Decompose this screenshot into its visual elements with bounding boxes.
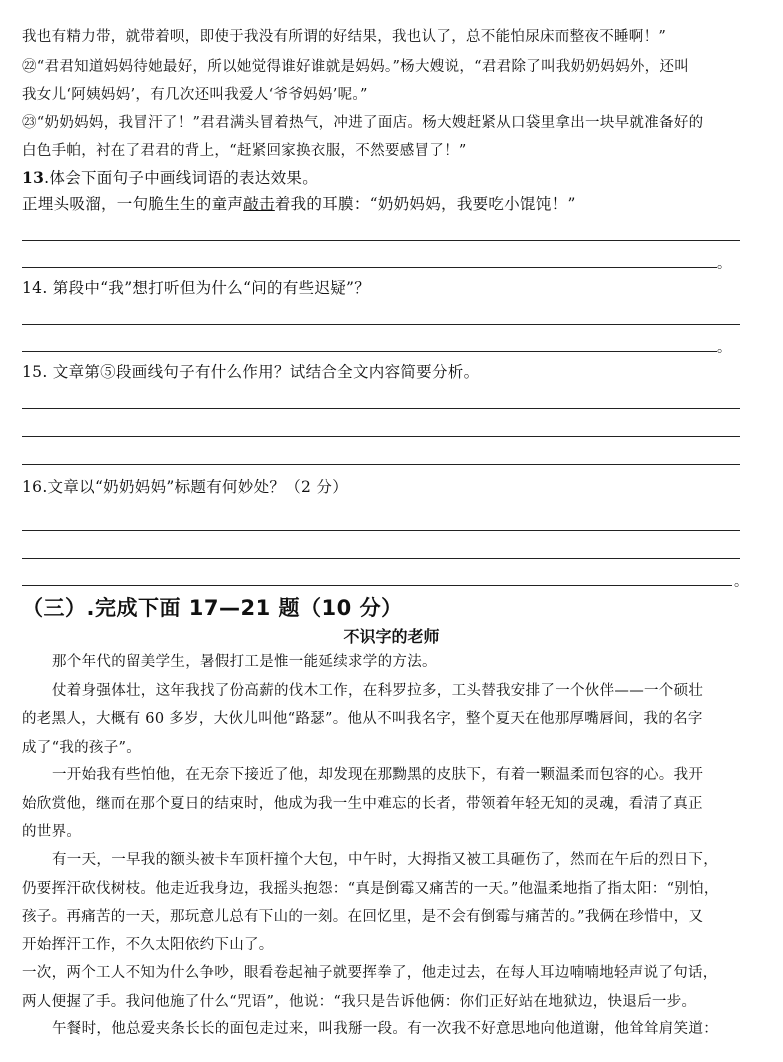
answer-14-end-mark: 。 xyxy=(717,340,731,356)
question-13-text: .体会下面句子中画线词语的表达效果。 xyxy=(44,169,318,187)
answer-13-end-mark: 。 xyxy=(717,256,731,272)
answer-line-13b[interactable] xyxy=(22,267,717,268)
question-13 xyxy=(22,168,757,188)
answer-line-15a[interactable] xyxy=(22,408,740,409)
passage-line: 我女儿‘阿姨妈妈’，有几次还叫我爱人‘爷爷妈妈’呢。” xyxy=(22,87,368,103)
answer-line-14a[interactable] xyxy=(22,324,740,325)
answer-line-16a[interactable] xyxy=(22,530,740,531)
answer-line-13a[interactable] xyxy=(22,240,740,241)
article-line: 成了“我的孩子”。 xyxy=(22,740,142,756)
answer-line-16b[interactable] xyxy=(22,558,740,559)
article-line: 的老黑人，大概有 60 多岁，大伙儿叫他“路瑟”。他从不叫我名字，整个夏天在他那厚嘴唇间，我的名字 xyxy=(22,711,703,727)
sentence-post: 着我的耳膜：“奶奶妈妈，我要吃小馄饨！” xyxy=(274,195,576,213)
article-line: 午餐时，他总爱夹条长长的面包走过来，叫我掰一段。有一次我不好意思地向他道谢，他耸耸肩笑道： xyxy=(52,1021,718,1037)
section-heading: （三）.完成下面 17—21 题（10 分） xyxy=(22,596,403,620)
sentence-pre: 正埋头吸溜，一句脆生生的童声 xyxy=(22,195,244,213)
passage-line: ㉒“君君知道妈妈待她最好，所以她觉得谁好谁就是妈妈。”杨大嫂说，“君君除了叫我奶奶妈妈外，还叫 xyxy=(22,59,690,75)
question-15: 15. 文章第⑤段画线句子有什么作用？试结合全文内容简要分析。 xyxy=(22,363,480,381)
passage-line: 我也有精力带，就带着呗，即使于我没有所谓的好结果，我也认了，总不能怕尿床而整夜不睡啊！” xyxy=(22,29,667,45)
answer-line-15b[interactable] xyxy=(22,436,740,437)
article-line: 仗着身强体壮，这年我找了份高薪的伐木工作，在科罗拉多，工头替我安排了一个伙伴——一个硕壮 xyxy=(52,683,704,699)
article-line: 孩子。再痛苦的一天，那玩意儿总有下山的一刻。在回忆里，是不会有倒霉与痛苦的。”我俩在珍惜中，又 xyxy=(22,909,704,925)
article-line: 两人便握了手。我问他施了什么“咒语”，他说：“我只是告诉他俩：你们正好站在地狱边，快退后一步。 xyxy=(22,994,697,1010)
article-line: 有一天，一早我的额头被卡车顶杆撞个大包，中午时，大拇指又被工具砸伤了，然而在午后的烈日下， xyxy=(52,852,718,868)
article-line: 开始挥汗工作，不久太阳依约下山了。 xyxy=(22,937,274,953)
question-13-number: 13 xyxy=(22,168,45,187)
article-line: 一次，两个工人不知为什么争吵，眼看卷起袖子就要挥拳了，他走过去，在每人耳边喃喃地轻声说了句话， xyxy=(22,965,718,981)
article-line: 仍要挥汗砍伐树枝。他走近我身边，我摇头抱怨：“真是倒霉又痛苦的一天。”他温柔地指了指太阳：“别怕， xyxy=(22,881,719,897)
article-title: 不识字的老师 xyxy=(343,627,440,646)
answer-line-14b[interactable] xyxy=(22,351,717,352)
question-13-sentence xyxy=(22,194,757,214)
article-line: 一开始我有些怕他，在无奈下接近了他，却发现在那黝黑的皮肤下，有着一颗温柔而包容的心。我开 xyxy=(52,767,704,783)
article-line: 的世界。 xyxy=(22,824,82,840)
answer-16-end-mark: 。 xyxy=(734,574,748,590)
answer-line-16c[interactable] xyxy=(22,585,732,586)
passage-line: 白色手帕，衬在了君君的背上，“赶紧回家换衣服，不然要感冒了！” xyxy=(22,143,467,159)
answer-line-15c[interactable] xyxy=(22,464,740,465)
article-line: 那个年代的留美学生，暑假打工是惟一能延续求学的方法。 xyxy=(52,654,437,670)
question-14: 14. 第段中“我”想打听但为什么“问的有些迟疑”？ xyxy=(22,279,371,297)
underlined-word: 敲击 xyxy=(243,195,275,213)
question-16: 16.文章以“奶奶妈妈”标题有何妙处？（2 分） xyxy=(22,478,348,496)
article-line: 始欣赏他，继而在那个夏日的结束时，他成为我一生中难忘的长者，带领着年轻无知的灵魂，看清了真正 xyxy=(22,796,703,812)
passage-line: ㉓“奶奶妈妈，我冒汗了！”君君满头冒着热气，冲进了面店。杨大嫂赶紧从口袋里拿出一块早就准备好的 xyxy=(22,115,704,131)
